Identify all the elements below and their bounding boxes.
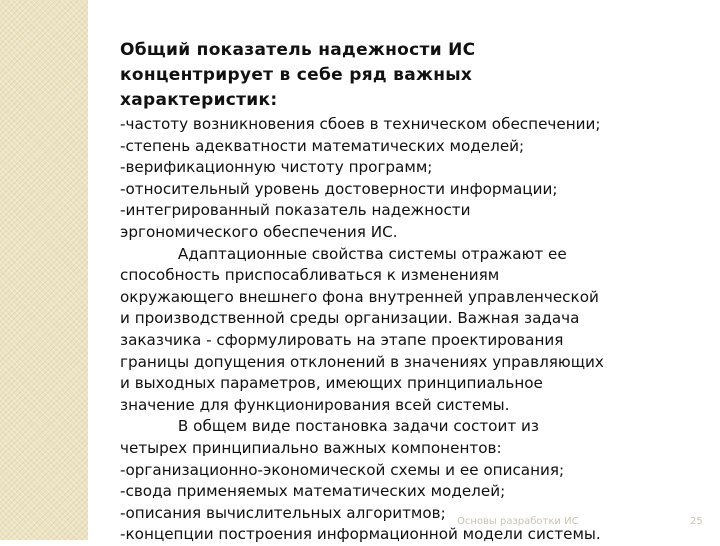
heading-line: концентрирует в себе ряд важных — [120, 65, 473, 85]
body-line: эргономического обеспечения ИС. — [120, 222, 398, 241]
body-line: границы допущения отклонений в значениях управляющих — [120, 352, 604, 371]
body-line: заказчика - сформулировать на этапе проектирования — [120, 330, 564, 349]
body-line: значение для функционирования всей системы. — [120, 395, 510, 414]
body-line: способность приспосабливаться к изменениям — [120, 266, 500, 285]
body-line: -свода применяемых математических моделей; — [120, 482, 506, 501]
slide-body — [120, 114, 710, 546]
heading-line: Общий показатель надежности ИС — [120, 40, 476, 60]
body-line: -верификационную чистоту программ; — [120, 158, 433, 177]
body-line: окружающего внешнего фона внутренней управленческой — [120, 287, 599, 306]
body-line: -степень адекватности математических моделей; — [120, 136, 525, 155]
page-number: 25 — [690, 516, 703, 527]
body-line: В общем виде постановка задачи состоит из — [120, 417, 539, 436]
body-line: и производственной среды организации. Важная задача — [120, 309, 580, 328]
heading-line: характеристик: — [120, 90, 278, 110]
body-line: -относительный уровень достоверности информации; — [120, 179, 558, 198]
decorative-side-band — [0, 0, 88, 540]
body-line: -концепции построения информационной модели системы. — [120, 525, 601, 544]
body-line: -частоту возникновения сбоев в техническом обеспечении; — [120, 115, 601, 133]
body-line: -интегрированный показатель надежности — [120, 201, 471, 220]
slide-heading — [120, 38, 710, 113]
body-line: -организационно-экономической схемы и ее описания; — [120, 460, 565, 479]
body-line: четырех принципиально важных компонентов: — [120, 438, 502, 457]
body-line: Адаптационные свойства системы отражают ее — [120, 244, 567, 263]
body-line: -описания вычислительных алгоритмов; — [120, 503, 446, 522]
slide-content — [120, 38, 710, 546]
body-line: и выходных параметров, имеющих принципиальное — [120, 374, 543, 393]
footer-text: Основы разработки ИС — [457, 516, 579, 527]
